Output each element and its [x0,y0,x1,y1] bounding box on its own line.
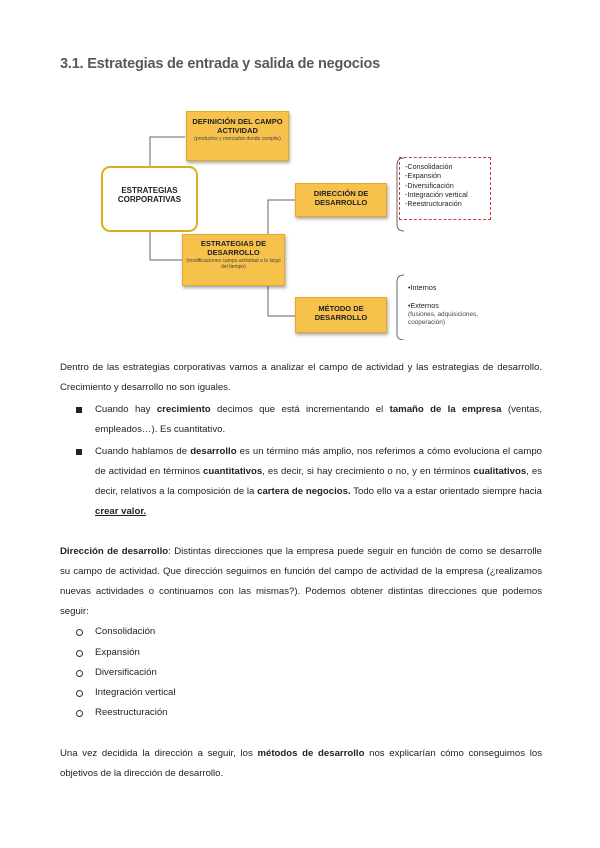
text: : Distintas direcciones que la empresa puede seguir en función de como se desarrolle su campo de actividad. Que dirección seguimos en función del campo de actividad de la empresa (¿realizamos nuevas actividades o continuamos con las mismas?). Podemos obtener distintas direcciones que podemos seguir: [60,546,542,617]
strategy-diagram [0,0,600,340]
direccion-item: Diversificación [95,667,157,678]
text: Cuando hay [95,404,157,415]
text: , es decir, relativos a la composición de la [95,466,542,497]
term-metodos: métodos de desarrollo [257,748,365,759]
text: es un término más amplio, nos referimos a cómo evoluciona el campo de actividad en términos [95,446,542,477]
text: Una vez decidida la dirección a seguir, los [60,748,258,759]
direccion-item: Consolidación [95,626,156,637]
direccion-label: Dirección de desarrollo [60,546,169,557]
connector-root-desarrollo [150,232,185,260]
desarrollo-box [182,234,285,286]
text: Todo ello va a estar orientado siempre hacia [350,486,543,497]
desarrollo-sub: (modificaciones campo actividad a lo largo del tiempo) [186,258,281,270]
metodo-list [408,283,498,327]
text: (ventas, empleados…). Es cuantitativo. [95,404,543,435]
metodo-list-item: •Externos [408,301,439,311]
intro-paragraph: Dentro de las estrategias corporativas vamos a analizar el campo de actividad y las estrategias de desarrollo. Crecimiento y desarrollo no son iguales. [60,362,542,393]
bullet-square [76,407,82,413]
metodo-title: MÉTODO DE DESARROLLO [314,304,368,322]
circle-bullet [76,629,83,636]
circle-bullet [76,650,83,657]
bullet-crecimiento [95,400,542,440]
circle-bullet [76,710,83,717]
text: decimos que está incrementando el [210,404,390,415]
term-cuantitativos: cuantitativos [203,466,263,477]
direccion-box [295,183,387,217]
direccion-item: Reestructuración [95,707,168,718]
direccion-list-item: -Integración vertical [405,190,468,200]
direccion-item: Integración vertical [95,687,176,698]
direccion-list-item: -Consolidación [405,162,453,171]
campo-sub: (productos y mercados donde compite) [194,136,281,143]
direccion-title: DIRECCIÓN DE DESARROLLO [313,189,369,207]
diagram-connectors [0,0,600,340]
text: nos explicarían cómo conseguimos los objetivos de la dirección de desarrollo. [60,748,542,779]
direccion-list-item: -Expansión [405,171,441,181]
campo-box [186,111,289,161]
metodo-list-item: (fusiones, adquisiciones, cooperación) [408,310,478,327]
term-desarrollo: desarrollo [190,446,237,457]
metodo-list-item: •Internos [408,283,437,292]
root-label: ESTRATEGIAS CORPORATIVAS [117,186,182,205]
metodo-box [295,297,387,333]
term-crecimiento: crecimiento [156,404,211,415]
term-tamano: tamaño de la empresa [389,404,502,415]
connector-root-campo [150,137,185,168]
text: Cuando hablamos de [95,446,191,457]
text: , es decir, si hay crecimiento o no, y en términos [262,466,474,477]
circle-bullet [76,690,83,697]
term-cualitativos: cualitativos [473,466,527,477]
direccion-list-item: -Reestructuración [405,199,462,209]
direccion-list-item: -Diversificación [405,180,454,190]
bullet-desarrollo [95,442,542,522]
term-cartera: cartera de negocios. [257,486,351,497]
bullet-square [76,449,82,455]
direccion-item: Expansión [95,647,140,658]
section-heading: 3.1. Estrategias de entrada y salida de negocios [60,56,381,72]
connector-desarrollo-direccion [268,200,295,238]
campo-title: DEFINICIÓN DEL CAMPO ACTIVIDAD [192,117,283,135]
circle-bullet [76,670,83,677]
root-box [101,166,198,232]
direccion-list [405,162,468,209]
desarrollo-title: ESTRATEGIAS DE DESARROLLO [200,239,267,257]
term-crear-valor: crear valor. [95,506,147,517]
closing-paragraph [60,744,542,784]
bracket-metodo [397,275,404,340]
direccion-paragraph [60,542,542,622]
